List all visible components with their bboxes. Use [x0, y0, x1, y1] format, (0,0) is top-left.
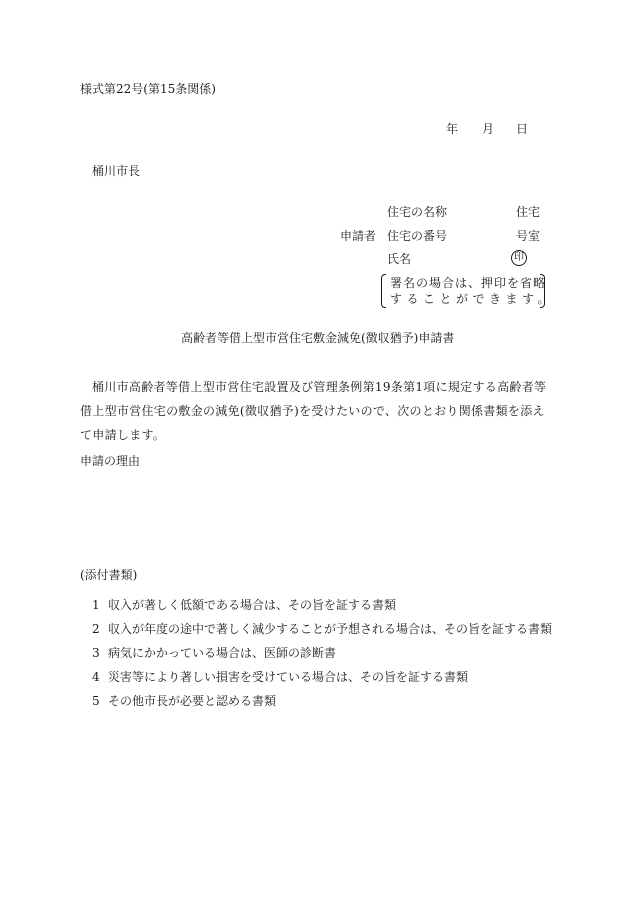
applicant-label: 申請者 — [340, 229, 377, 243]
seal-mark: 印 — [511, 250, 527, 266]
signature-note-line2: することができます。 — [390, 292, 555, 306]
attachment-text: 収入が著しく低額である場合は、その旨を証する書類 — [108, 598, 397, 612]
attachment-text: 災害等により著しい損害を受けている場合は、その旨を証する書類 — [108, 670, 469, 684]
attachment-item — [92, 689, 552, 713]
name-label: 氏名 — [387, 252, 412, 266]
bracket-right — [540, 274, 545, 308]
attachment-text: 病気にかかっている場合は、医師の診断書 — [108, 646, 337, 660]
attachment-number: 2 — [92, 622, 100, 636]
attachment-item — [92, 641, 552, 665]
date-day-label: 日 — [516, 122, 529, 136]
reason-label: 申請の理由 — [80, 454, 141, 468]
attachment-number: 3 — [92, 646, 100, 660]
attachment-text: 収入が年度の途中で著しく減少することが予想される場合は、その旨を証する書類 — [108, 622, 553, 636]
attachment-number: 1 — [92, 598, 100, 612]
body-paragraph: 桶川市高齢者等借上型市営住宅設置及び管理条例第19条第1項に規定する高齢者等借上型市営住宅の敷金の減免(徴収猶予)を受けたいので、次のとおり関係書類を添えて申請します。 — [80, 380, 547, 442]
attachment-item — [92, 665, 552, 689]
signature-note-line1: 署名の場合は、押印を省略 — [390, 276, 547, 290]
signature-note — [381, 274, 555, 308]
attachments-list — [92, 593, 552, 713]
date-year-label: 年 — [446, 122, 459, 136]
document-title: 高齢者等借上型市営住宅敷金減免(徴収猶予)申請書 — [181, 331, 455, 345]
date-month-label: 月 — [482, 122, 495, 136]
form-number: 様式第22号(第15条関係) — [80, 82, 216, 96]
bracket-left — [381, 274, 386, 308]
addressee: 桶川市長 — [92, 164, 141, 178]
housing-number-label: 住宅の番号 — [387, 229, 448, 243]
housing-name-suffix: 住宅 — [516, 205, 541, 219]
attachments-heading: (添付書類) — [80, 568, 138, 582]
attachment-item — [92, 617, 552, 641]
housing-name-label: 住宅の名称 — [387, 205, 448, 219]
attachment-number: 5 — [92, 694, 100, 708]
attachment-number: 4 — [92, 670, 100, 684]
attachment-item — [92, 593, 552, 617]
attachment-text: その他市長が必要と認める書類 — [108, 694, 277, 708]
housing-number-suffix: 号室 — [516, 229, 541, 243]
